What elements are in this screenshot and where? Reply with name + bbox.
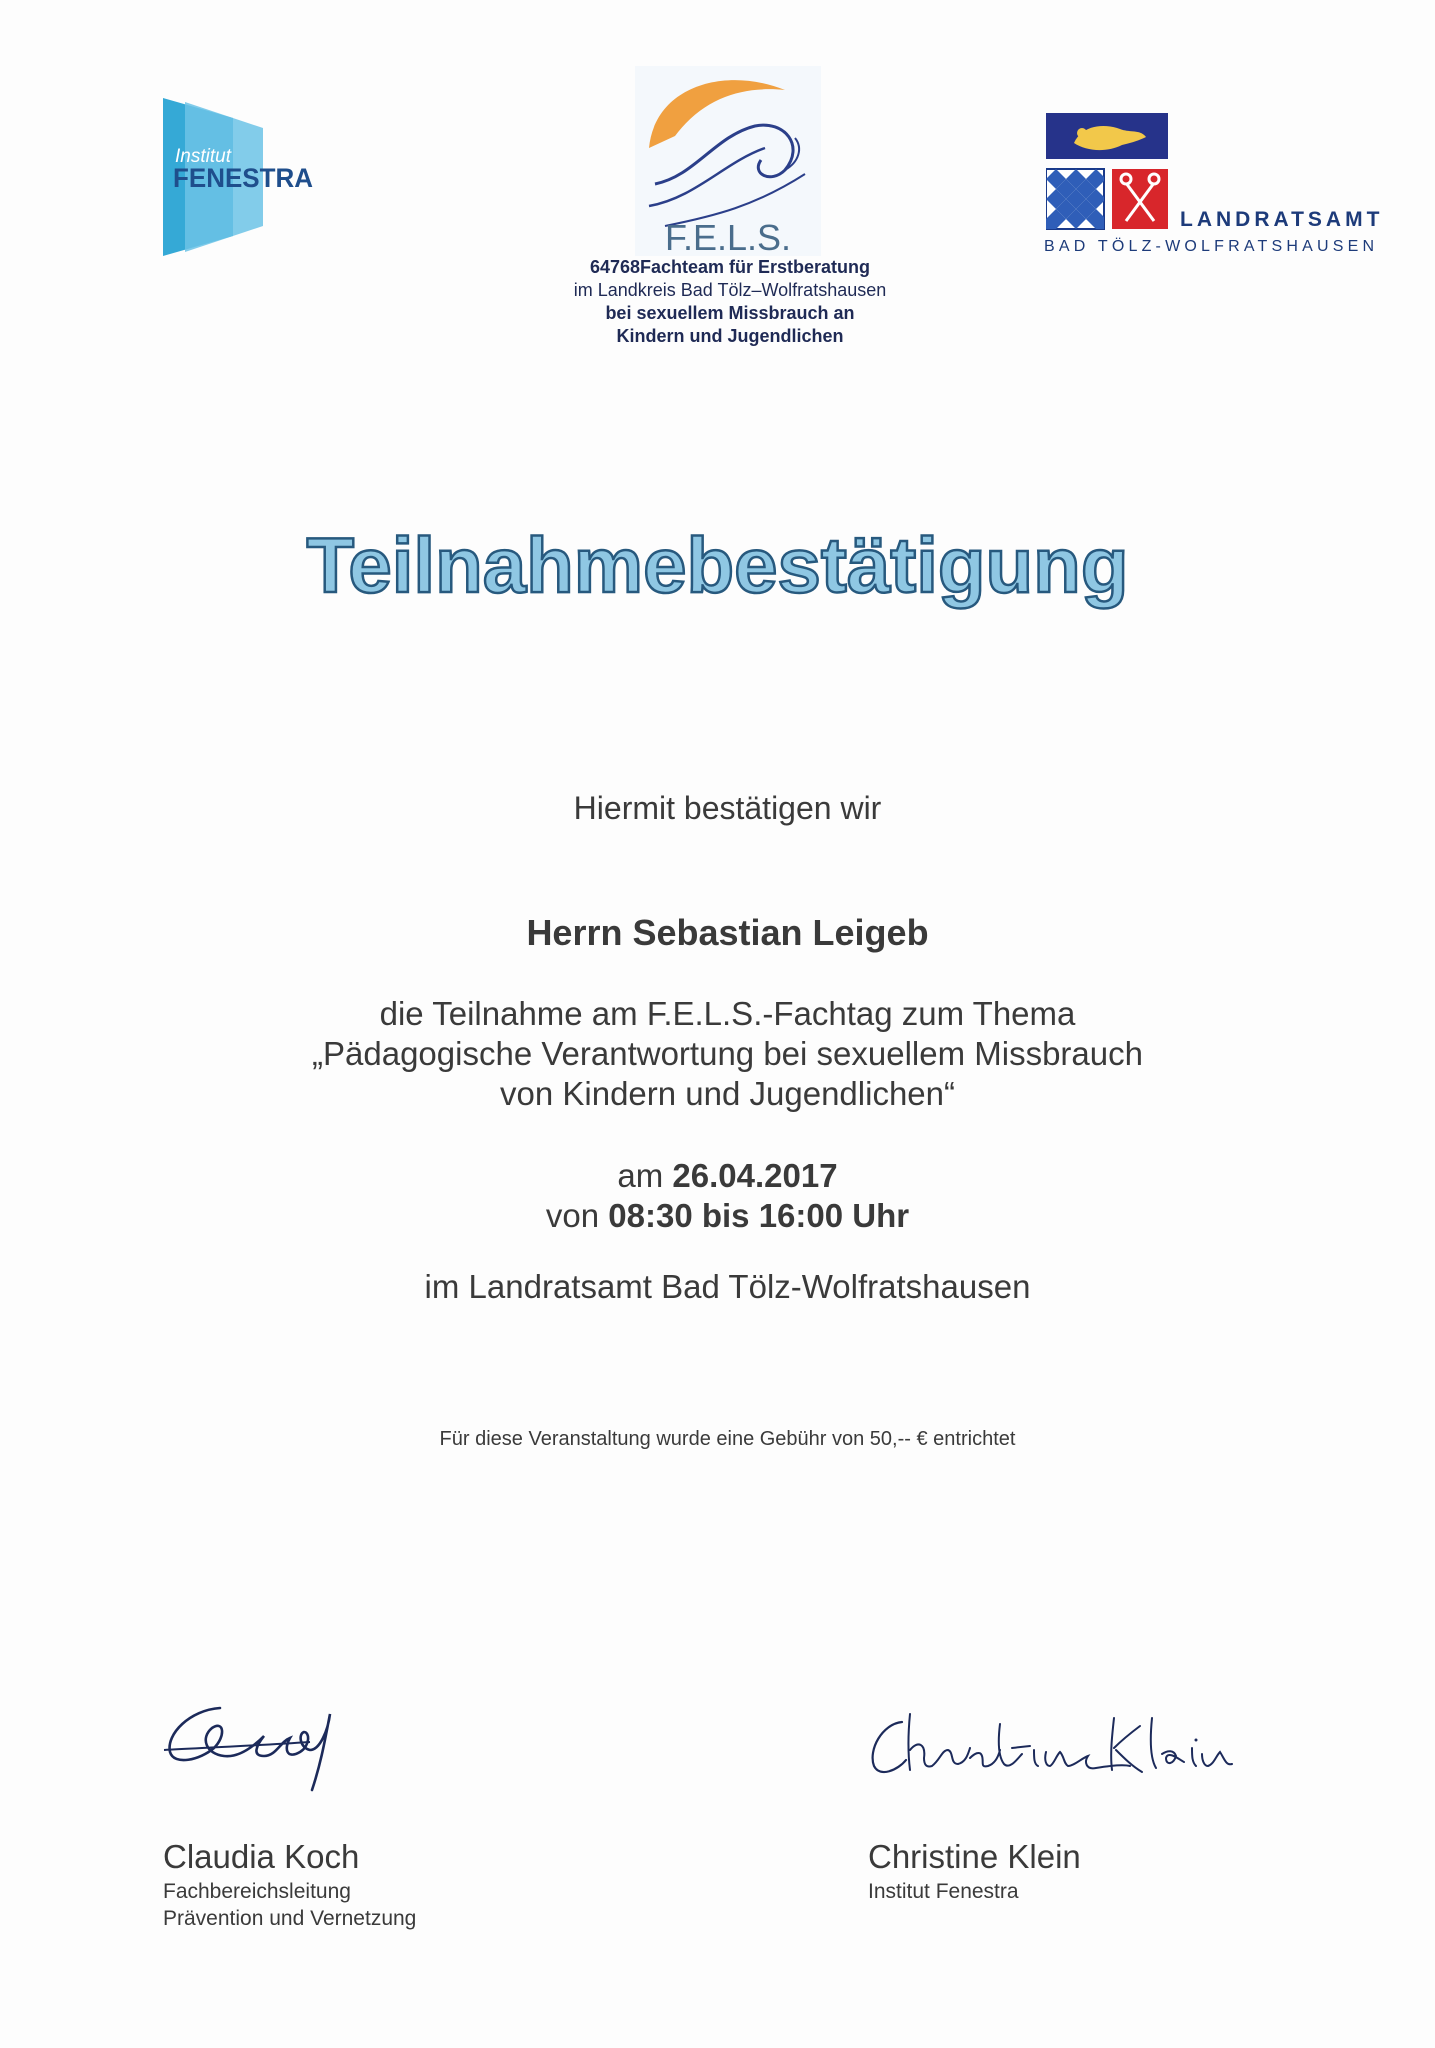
fenestra-logo-line1: Institut: [175, 146, 231, 167]
fels-line-1: 64768Fachteam für Erstberatung: [589, 257, 871, 277]
signature-claudia-koch: [160, 1690, 360, 1800]
event-time: 08:30 bis 16:00 Uhr: [608, 1197, 910, 1234]
topic-line-1: die Teilnahme am F.E.L.S.-Fachtag zum Thema: [379, 995, 1076, 1032]
event-place: im Landratsamt Bad Tölz-Wolfratshausen: [424, 1268, 1031, 1305]
signatory-1-name: Claudia Koch: [163, 1838, 360, 1875]
fels-line-3: bei sexuellem Missbrauch an: [605, 303, 855, 323]
signatory-2-role-line-1: Institut Fenestra: [868, 1880, 1019, 1903]
signatory-1-role-line-2: Prävention und Vernetzung: [163, 1907, 417, 1930]
fels-description: [540, 256, 920, 348]
date-prefix: am: [617, 1157, 664, 1194]
participant-name: Herrn Sebastian Leigeb: [526, 912, 929, 953]
fels-acronym: F.E.L.S.: [664, 217, 792, 256]
fenestra-logo-line2: FENESTRA: [173, 163, 313, 193]
topic-line-3: von Kindern und Jugendlichen“: [500, 1075, 955, 1112]
institut-fenestra-logo: [163, 98, 313, 256]
document-title: Teilnahmebestätigung: [306, 521, 1129, 609]
fels-line-2: im Landkreis Bad Tölz–Wolfratshausen: [573, 280, 887, 300]
fels-logo: [635, 66, 821, 256]
landratsamt-subtitle: BAD TÖLZ-WOLFRATSHAUSEN: [1044, 238, 1379, 255]
time-line: [0, 1197, 1435, 1235]
intro-text: Hiermit bestätigen wir: [573, 790, 882, 826]
landratsamt-coat-of-arms: [1046, 113, 1170, 231]
event-date: 26.04.2017: [672, 1157, 838, 1194]
landratsamt-title: LANDRATSAMT: [1180, 208, 1384, 231]
time-prefix: von: [545, 1197, 600, 1234]
signatory-2-name: Christine Klein: [868, 1838, 1081, 1875]
fels-line-4: Kindern und Jugendlichen: [616, 326, 844, 346]
signatory-1-role-line-1: Fachbereichsleitung: [163, 1880, 351, 1903]
date-line: [0, 1157, 1435, 1195]
topic-line-2: „Pädagogische Verantwortung bei sexuellem Missbrauch: [312, 1035, 1143, 1072]
signature-christine-klein: [862, 1700, 1262, 1790]
fee-note: Für diese Veranstaltung wurde eine Gebühr von 50,-- € entrichtet: [439, 1428, 1016, 1450]
